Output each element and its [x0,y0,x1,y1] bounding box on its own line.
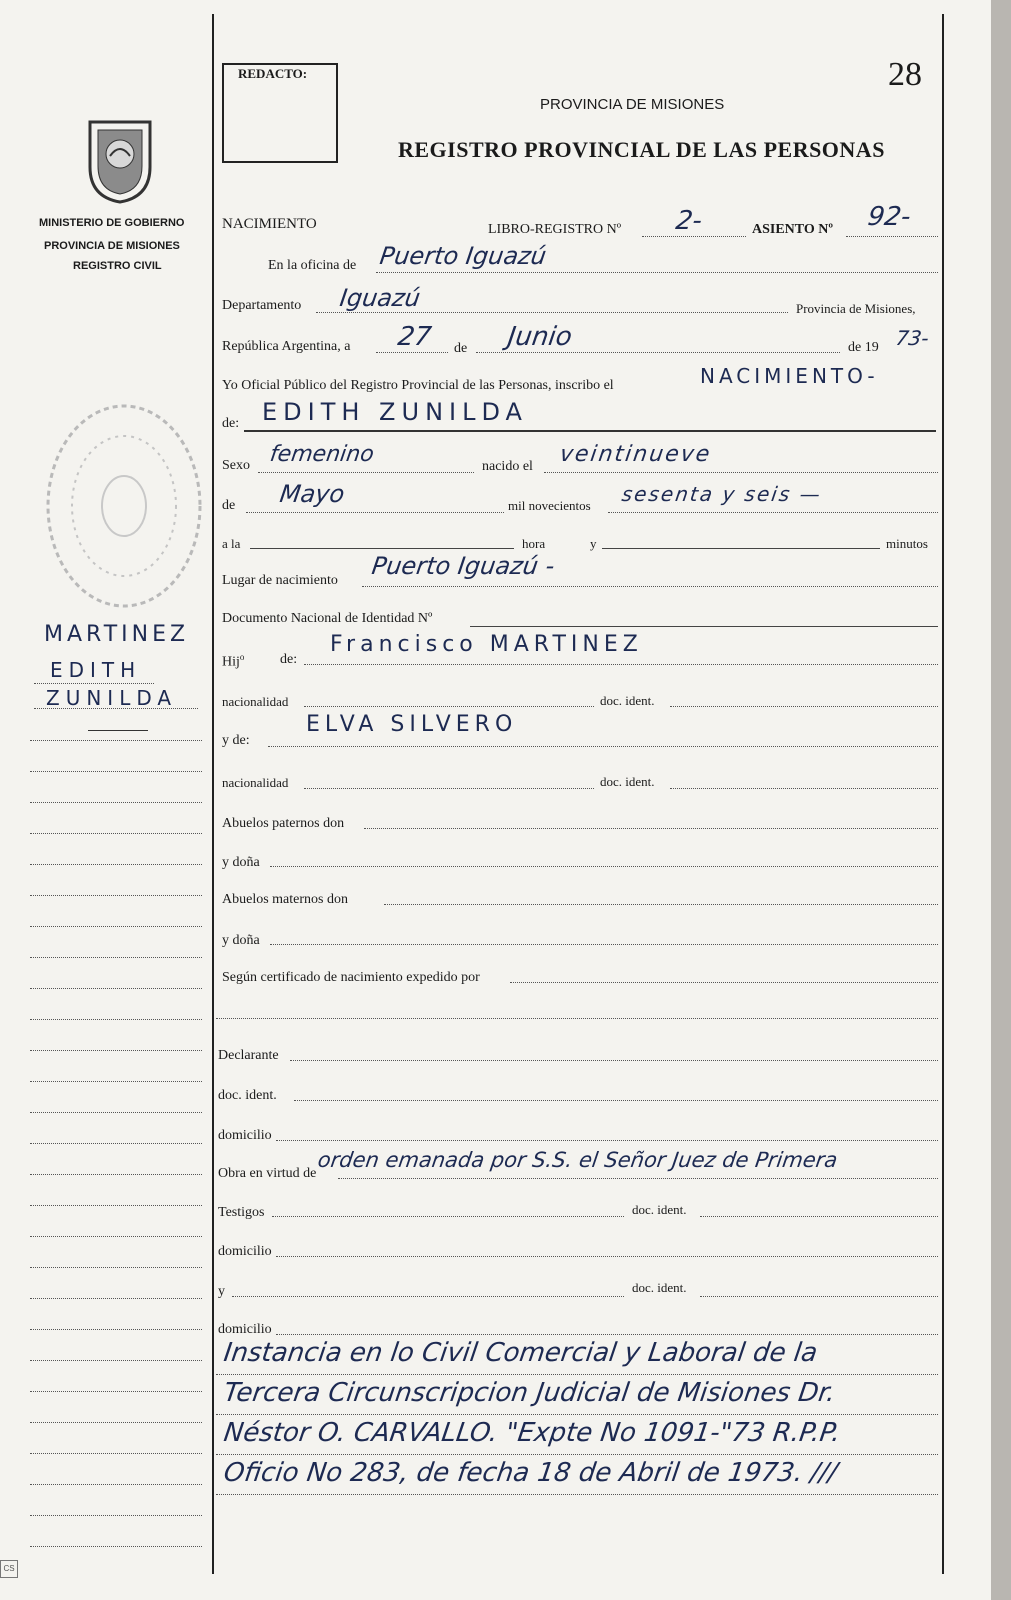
hora-label: hora [522,536,546,551]
ministry-line: MINISTERIO DE GOBIERNO [39,217,185,229]
nota-linea-1: Instancia en lo Civil Comercial y Laboral de la [221,1338,820,1368]
margin-dotted-line [30,1329,202,1330]
libro-label: LIBRO-REGISTRO Nº [488,222,622,237]
margin-dotted-line [30,895,202,896]
de-label-1: de [454,341,468,356]
hijo-de-label: de: [280,652,298,667]
asiento-value: 92- [865,202,913,232]
sexo-label: Sexo [222,458,250,473]
lugar-value: Puerto Iguazú - [370,552,557,580]
nacido-label: nacido el [482,459,533,474]
nacimiento-label: NACIMIENTO [222,216,317,232]
lugar-label: Lugar de nacimiento [222,573,338,588]
coat-of-arms-seal [80,112,160,204]
margin-dotted-line [30,1515,202,1516]
segun-label: Según certificado de nacimiento expedido por [222,970,480,985]
nombre-value: EDITH ZUNILDA [262,398,528,426]
doc-ident-label-2: doc. ident. [600,774,655,789]
margin-dotted-line [30,740,202,741]
hijo-label [222,652,244,671]
anio-prefix: de 19 [848,340,879,355]
y-de-label: y de: [222,733,250,748]
obra-label: Obra en virtud de [218,1166,317,1181]
margin-line-right [942,14,944,1574]
doc-ident-label-3: doc. ident. [218,1088,277,1103]
redacto-label: REDACTO: [238,66,308,81]
margin-dotted-line [30,988,202,989]
margin-dotted-line [30,833,202,834]
domicilio-label-2: domicilio [218,1244,272,1259]
margin-dotted-line [30,1174,202,1175]
oficial-statement: Yo Oficial Público del Registro Provincial de las Personas, inscribo el [222,378,614,393]
y-label-hora: y [590,536,597,551]
doc-ident-label-1: doc. ident. [600,693,655,708]
margin-second-name: ZUNILDA [46,686,178,710]
margin-dotted-line [30,1143,202,1144]
obra-value: orden emanada por S.S. el Señor Juez de Primera [316,1148,840,1172]
oficina-label: En la oficina de [268,258,357,273]
madre-value: ELVA SILVERO [306,712,518,737]
faded-official-stamp [34,396,206,616]
margin-dotted-line [30,1267,202,1268]
republica-label: República Argentina, a [222,339,351,354]
documento-label: Documento Nacional de Identidad Nº [222,611,433,626]
declarante-label: Declarante [218,1048,279,1063]
margin-dotted-line [30,802,202,803]
provincia-label: Provincia de Misiones, [796,301,916,316]
margin-dotted-line [30,1391,202,1392]
a-la-label: a la [222,536,241,551]
nota-linea-3: Néstor O. CARVALLO. "Expte No 1091-"73 R.P.P. [221,1418,843,1448]
sexo-value: femenino [268,442,376,467]
oficina-value: Puerto Iguazú [378,242,549,270]
province-line: PROVINCIA DE MISIONES [44,240,180,252]
margin-dotted-line [30,1050,202,1051]
minutos-label: minutos [886,536,928,551]
page-shadow-strip [991,0,1011,1600]
departamento-value: Iguazú [338,284,423,312]
y-dona-label-1: y doña [222,855,260,870]
margin-dotted-line [30,1081,202,1082]
asiento-label: ASIENTO Nº [752,222,833,237]
margin-dotted-line [30,1484,202,1485]
page-number: 28 [888,56,922,93]
margin-dotted-line [30,1422,202,1423]
abuelos-maternos-label: Abuelos maternos don [222,892,348,907]
margin-dotted-line [30,771,202,772]
province-heading: PROVINCIA DE MISIONES [540,96,725,113]
anio-nacimiento-value: sesenta y seis — [620,482,824,506]
margin-dotted-line [30,1453,202,1454]
y-label-testigos: y [218,1284,225,1299]
acto-value: NACIMIENTO- [700,364,879,388]
margin-dotted-line [30,1205,202,1206]
nacido-value: veintinueve [558,442,714,467]
margin-dotted-line [30,957,202,958]
mes-nacimiento-value: Mayo [278,480,347,508]
hijo-label-text: Hij [222,654,240,670]
nacionalidad-label-1: nacionalidad [222,694,289,709]
dia-value: 27 [395,322,434,352]
departamento-label: Departamento [222,298,302,313]
nota-linea-4: Oficio No 283, de fecha 18 de Abril de 1973. /// [221,1458,840,1488]
margin-dotted-line [30,1298,202,1299]
anio-value: 73- [894,326,931,350]
margin-dotted-line [30,1236,202,1237]
doc-ident-label-5: doc. ident. [632,1280,687,1295]
testigos-label: Testigos [218,1205,265,1220]
abuelos-paternos-label: Abuelos paternos don [222,816,345,831]
libro-value: 2- [673,206,705,236]
margin-surname: MARTINEZ [44,622,190,647]
nombre-label: de: [222,416,240,431]
scanner-app-badge: CS [0,1560,18,1578]
registry-heading: REGISTRO PROVINCIAL DE LAS PERSONAS [398,137,885,162]
margin-dotted-line [30,864,202,865]
margin-line-left [212,14,214,1574]
y-dona-label-2: y doña [222,933,260,948]
domicilio-label-3: domicilio [218,1322,272,1337]
margin-first-name: EDITH [50,658,142,682]
civil-registry-line: REGISTRO CIVIL [73,260,162,272]
padre-value: Francisco MARTINEZ [330,632,643,657]
hijo-suffix: o [239,652,245,662]
nota-linea-2: Tercera Circunscripcion Judicial de Misiones Dr. [221,1378,838,1408]
margin-dotted-line [30,1112,202,1113]
nacionalidad-label-2: nacionalidad [222,775,289,790]
margin-dotted-line [30,1546,202,1547]
doc-ident-label-4: doc. ident. [632,1202,687,1217]
margin-dotted-line [30,926,202,927]
de-label-2: de [222,498,236,513]
margin-dotted-line [30,1019,202,1020]
mil-novecientos-label: mil novecientos [508,498,591,513]
domicilio-label-1: domicilio [218,1128,272,1143]
margin-dotted-line [30,1360,202,1361]
mes-value: Junio [505,322,574,352]
